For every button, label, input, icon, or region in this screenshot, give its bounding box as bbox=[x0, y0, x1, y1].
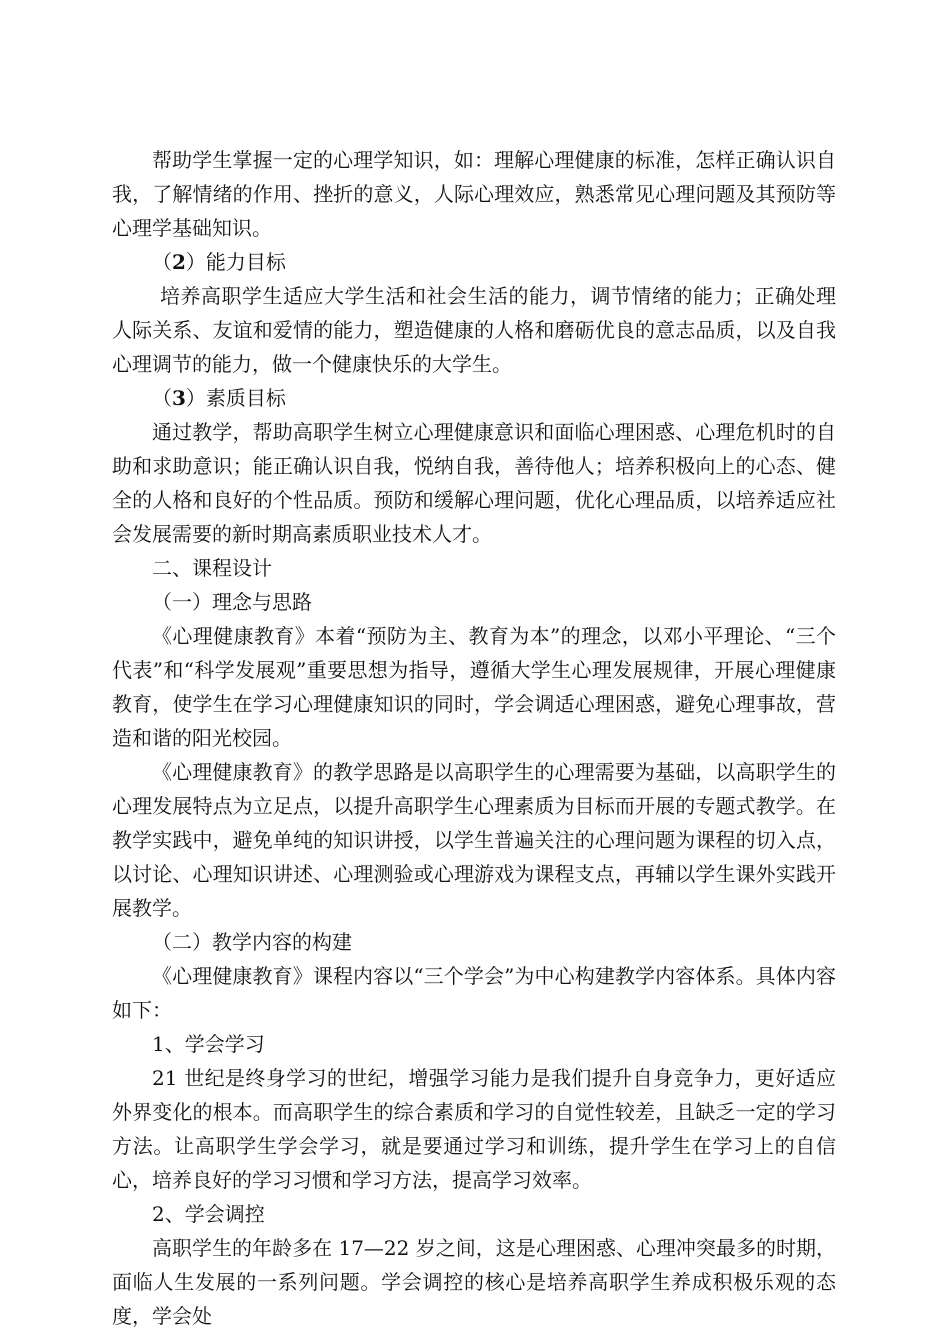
paragraph-learn-to-regulate: 高职学生的年龄多在 17—22 岁之间，这是心理困惑、心理冲突最多的时期，面临人生发展的一系列问题。学会调控的核心是培养高职学生养成积极乐观的态度，学会处 bbox=[112, 1236, 836, 1328]
heading-learn-to-regulate: 2、学会调控 bbox=[152, 1202, 265, 1226]
paragraph-knowledge-goal: 帮助学生掌握一定的心理学知识，如：理解心理健康的标准，怎样正确认识自我，了解情绪的作用、挫折的意义，人际心理效应，熟悉常见心理问题及其预防等心理学基础知识。 bbox=[112, 148, 836, 240]
heading-quality-goal bbox=[112, 381, 836, 415]
heading-text: ）能力目标 bbox=[185, 250, 286, 274]
heading-number: 3 bbox=[172, 386, 186, 410]
paragraph-quality-goal: 通过教学，帮助高职学生树立心理健康意识和面临心理困惑、心理危机时的自助和求助意识；能正确认识自我，悦纳自我，善待他人；培养积极向上的心态、健全的人格和良好的个性品质。预防和缓解心理问题，优化心理品质，以培养适应社会发展需要的新时期高素质职业技术人才。 bbox=[112, 420, 836, 546]
heading-content-construction: （二）教学内容的构建 bbox=[152, 930, 352, 954]
document-body bbox=[112, 143, 836, 1333]
paragraph-content-system: 《心理健康教育》课程内容以“三个学会”为中心构建教学内容体系。具体内容如下： bbox=[112, 964, 836, 1022]
heading-ability-goal bbox=[112, 245, 836, 279]
heading-open-paren: （ bbox=[152, 250, 172, 274]
heading-course-design: 二、课程设计 bbox=[152, 556, 272, 580]
paragraph-teaching-approach: 《心理健康教育》的教学思路是以高职学生的心理需要为基础，以高职学生的心理发展特点为立足点，以提升高职学生心理素质为目标而开展的专题式教学。在教学实践中，避免单纯的知识讲授，以学生普遍关注的心理问题为课程的切入点，以讨论、心理知识讲述、心理测验或心理游戏为课程支点，再辅以学生课外实践开展教学。 bbox=[112, 760, 836, 920]
heading-learn-to-study: 1、学会学习 bbox=[152, 1032, 265, 1056]
heading-concept-and-approach: （一）理念与思路 bbox=[152, 590, 312, 614]
heading-number: 2 bbox=[172, 250, 186, 274]
heading-text: ）素质目标 bbox=[185, 386, 286, 410]
paragraph-concept: 《心理健康教育》本着“预防为主、教育为本”的理念，以邓小平理论、“三个代表”和“科学发展观”重要思想为指导，遵循大学生心理发展规律，开展心理健康教育，使学生在学习心理健康知识的同时，学会调适心理困惑，避免心理事故，营造和谐的阳光校园。 bbox=[112, 624, 836, 750]
paragraph-learn-to-study: 21 世纪是终身学习的世纪，增强学习能力是我们提升自身竞争力，更好适应外界变化的根本。而高职学生的综合素质和学习的自觉性较差，且缺乏一定的学习方法。让高职学生学会学习，就是要通过学习和训练，提升学生在学习上的自信心，培养良好的学习习惯和学习方法，提高学习效率。 bbox=[112, 1066, 836, 1192]
paragraph-ability-goal: 培养高职学生适应大学生活和社会生活的能力，调节情绪的能力；正确处理人际关系、友谊和爱情的能力，塑造健康的人格和磨砺优良的意志品质，以及自我心理调节的能力，做一个健康快乐的大学生。 bbox=[112, 284, 836, 376]
heading-open-paren: （ bbox=[152, 386, 172, 410]
